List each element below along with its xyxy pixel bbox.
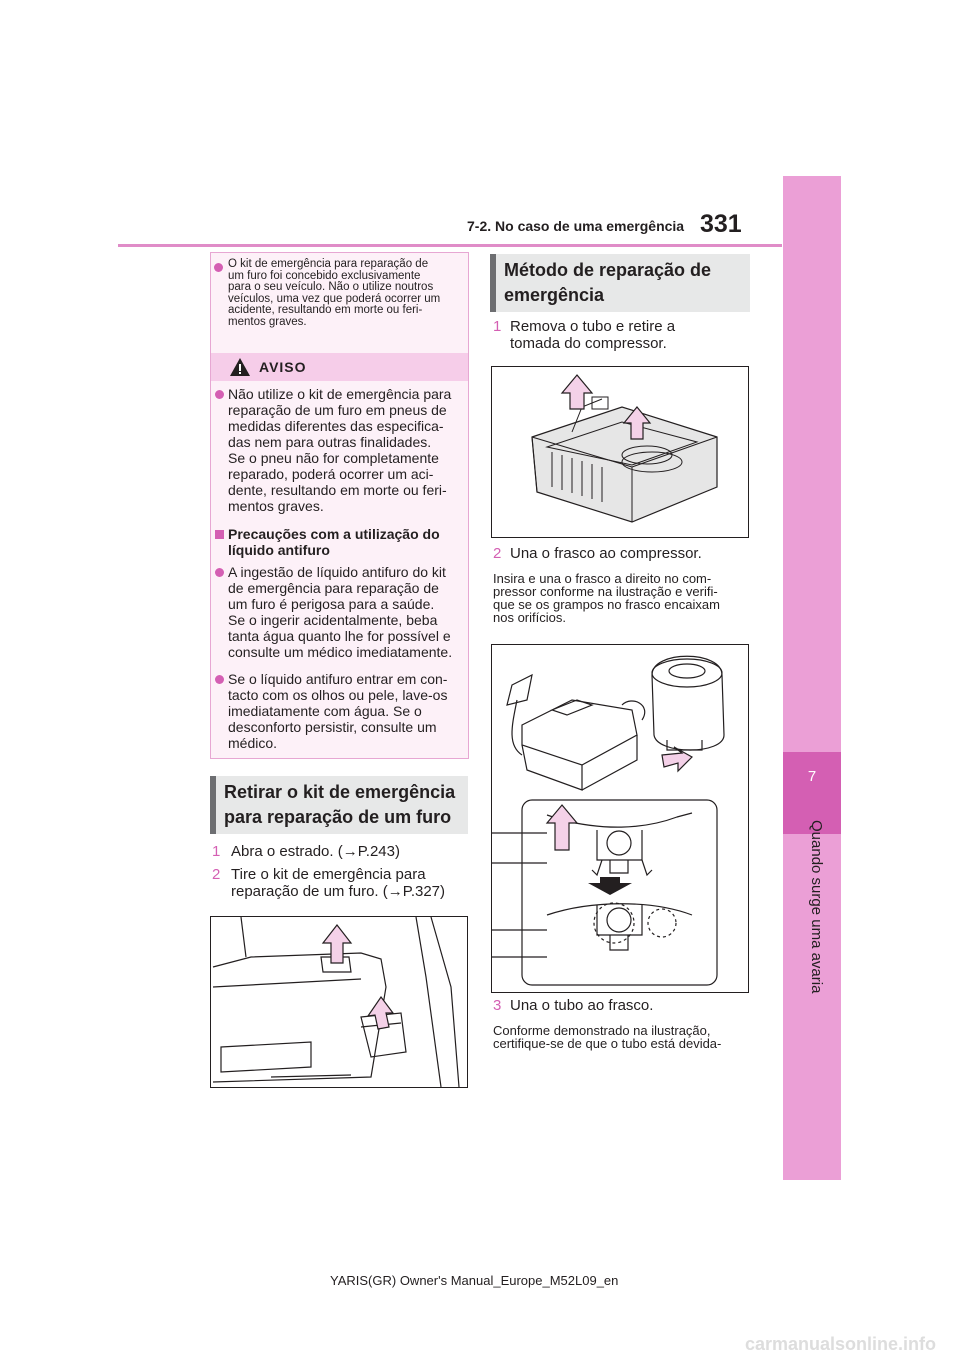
- section-title: 7-2. No caso de uma emergência: [467, 218, 685, 234]
- trunk-kit-illustration: [211, 917, 467, 1087]
- text-line: médico.: [228, 735, 278, 751]
- step-2-take-kit: [212, 866, 472, 900]
- text-line: Conforme demonstrado na ilustração,: [493, 1023, 711, 1038]
- step-text: Tire o kit de emergência para: [231, 866, 426, 883]
- section-title-line: Retirar o kit de emergência: [224, 782, 456, 802]
- text-line: para o seu veículo. Não o utilize noutros: [228, 281, 434, 293]
- bullet-dot: [215, 390, 224, 399]
- footer-manual-id: YARIS(GR) Owner's Manual_Europe_M52L09_en: [330, 1273, 619, 1288]
- text-line: Insira e una o frasco a direito no com-: [493, 571, 712, 586]
- bullet-dot: [214, 263, 223, 272]
- warning-triangle-icon: [229, 357, 251, 377]
- text-line: medidas diferentes das especifica-: [228, 418, 444, 434]
- step-text: Abra o estrado. (→P.243): [231, 843, 400, 860]
- chapter-number: 7: [807, 768, 817, 785]
- text-line: reparação de um furo em pneus de: [228, 402, 447, 418]
- section-header-metodo: [490, 254, 750, 312]
- text-line: Precauções com a utilização do: [228, 526, 440, 542]
- text-line: mentos graves.: [228, 498, 324, 514]
- step-2-attach-bottle: [493, 545, 753, 562]
- bottle-compressor-illustration: [492, 645, 748, 992]
- text-line: Não utilize o kit de emergência para: [228, 386, 452, 402]
- text-line: tacto com os olhos ou pele, lave-os: [228, 687, 448, 703]
- section-title-line: emergência: [504, 285, 605, 305]
- text-line: A ingestão de líquido antifuro do kit: [228, 564, 446, 580]
- step-3-attach-tube: [493, 997, 753, 1014]
- step-2-description: [493, 572, 753, 624]
- warning-heading-bar: [211, 353, 468, 381]
- step-text: tomada do compressor.: [510, 335, 667, 352]
- text-line: Se o pneu não for completamente: [228, 450, 439, 466]
- compressor-illustration: [492, 367, 748, 537]
- section-header-retirar: [210, 776, 468, 834]
- watermark: carmanualsonline.info: [745, 1334, 937, 1354]
- section-title-line: Método de reparação de: [504, 260, 712, 280]
- step-text: Una o tubo ao frasco.: [510, 997, 654, 1014]
- step-1-open-floor: [212, 843, 472, 860]
- text-line: tanta água quanto lhe for possível e: [228, 628, 451, 644]
- text-line: Se o líquido antifuro entrar em con-: [228, 671, 448, 687]
- text-line: Se o ingerir acidentalmente, beba: [228, 612, 438, 628]
- step-number: 2: [212, 866, 221, 883]
- step-number: 1: [493, 318, 502, 335]
- figure-bottle-compressor: [491, 644, 749, 993]
- warning-subheading: [211, 525, 468, 561]
- step-number: 3: [493, 997, 502, 1014]
- text-line: um furo é perigosa para a saúde.: [228, 596, 435, 612]
- step-3-description: [493, 1024, 763, 1050]
- text-line: nos orifícios.: [493, 610, 566, 625]
- text-line: imediatamente com água. Se o: [228, 703, 422, 719]
- step-text: Remova o tubo e retire a: [510, 318, 676, 335]
- text-line: de emergência para reparação de: [228, 580, 439, 596]
- section-title-line: para reparação de um furo: [224, 807, 452, 827]
- bullet-dot: [215, 675, 224, 684]
- step-1-remove-tube: [493, 318, 753, 352]
- warning-bullet-1: [211, 385, 468, 525]
- step-text: Una o frasco ao compressor.: [510, 545, 702, 562]
- figure-trunk-kit: [210, 916, 468, 1088]
- text-line: consulte um médico imediatamente.: [228, 644, 453, 660]
- text-line: líquido antifuro: [228, 542, 330, 558]
- chapter-label: Quando surge uma avaria: [808, 820, 825, 994]
- page-number: 331: [700, 210, 742, 238]
- warning-bullet-2: [211, 563, 468, 663]
- text-line: um furo foi concebido exclusivamente: [228, 269, 421, 282]
- figure-compressor: [491, 366, 749, 538]
- square-bullet-icon: [215, 530, 224, 539]
- chapter-tab-strip: [783, 176, 841, 1180]
- text-line: dente, resultando em morte ou feri-: [228, 482, 447, 498]
- warning-top-bullet: [211, 253, 468, 353]
- text-line: certifique-se de que o tubo está devida-: [493, 1036, 722, 1051]
- step-number: 1: [212, 843, 221, 860]
- warning-bullet-3: [211, 670, 468, 754]
- header-rule: [118, 244, 782, 247]
- text-line: veículos, uma vez que poderá ocorrer um: [228, 292, 441, 305]
- text-line: das nem para outras finalidades.: [228, 434, 432, 450]
- text-line: reparado, poderá ocorrer um aci-: [228, 466, 434, 482]
- text-line: O kit de emergência para reparação de: [228, 258, 429, 270]
- warning-heading: AVISO: [259, 359, 307, 375]
- text-line: que se os grampos no frasco encaixam: [493, 597, 720, 612]
- step-text: reparação de um furo. (→P.327): [231, 883, 446, 900]
- text-line: pressor conforme na ilustração e verifi-: [493, 584, 718, 599]
- step-number: 2: [493, 545, 502, 562]
- text-line: acidente, resultando em morte ou feri-: [228, 304, 423, 316]
- bullet-dot: [215, 568, 224, 577]
- text-line: desconforto persistir, consulte um: [228, 719, 437, 735]
- text-line: mentos graves.: [228, 315, 307, 328]
